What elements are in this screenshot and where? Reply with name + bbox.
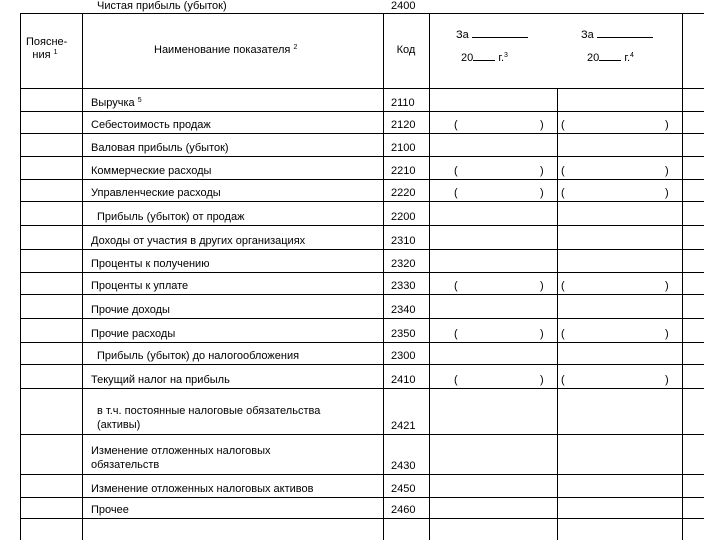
row-label-line1: в т.ч. постоянные налоговые обязательства [97,405,321,417]
header-period2-year-prefix: 20 [587,52,600,64]
row-code: 2310 [391,235,416,247]
period2-open-paren: ( [561,280,565,292]
table-horizontal-rule [20,225,704,226]
period2-close-paren: ) [665,165,669,177]
header-period2-footnote: 4 [630,52,634,59]
table-horizontal-rule [20,13,704,14]
table-horizontal-rule [20,88,704,89]
financial-results-table [20,0,704,540]
row-label-text: Выручка [91,97,135,109]
header-period1-top [456,28,528,42]
header-period1-prefix: За [456,29,469,41]
row-label [91,97,142,110]
row-label [91,142,229,155]
row-label-text: Прибыль (убыток) до налогообложения [97,350,300,362]
row-label-text: Себестоимость продаж [91,119,211,131]
row-label [91,483,313,496]
table-horizontal-rule [20,294,704,295]
row-label-text: Чистая прибыль (убыток) [97,0,227,12]
row-label [91,235,305,248]
table-vertical-rule [82,13,83,540]
row-code: 2210 [391,165,416,177]
period1-close-paren: ) [540,119,544,131]
header-notes [26,36,68,62]
row-label [91,304,170,317]
header-period1-footnote: 3 [504,52,508,59]
header-period1-year-blank [473,51,495,61]
row-code: 2320 [391,258,416,270]
table-horizontal-rule [20,111,704,112]
table-horizontal-rule [20,474,704,475]
row-label [97,211,244,224]
table-horizontal-rule [20,249,704,250]
period1-open-paren: ( [454,328,458,340]
header-period2-prefix: За [581,29,594,41]
row-label-text: Прочие доходы [91,304,170,316]
row-label-line2: обязательств [91,459,160,471]
row-code: 2410 [391,374,416,386]
header-code: Код [396,44,416,56]
row-label-text: Управленческие расходы [91,187,221,199]
table-vertical-rule [429,13,430,540]
table-vertical-rule [20,13,21,540]
period2-close-paren: ) [665,187,669,199]
header-indicator-name [154,44,297,57]
header-indicator-name-footnote: 2 [293,44,298,51]
row-label [97,404,320,432]
row-label [91,328,175,341]
header-period2-top [581,28,653,42]
table-horizontal-rule [20,497,704,498]
period1-close-paren: ) [540,187,544,199]
row-code: 2220 [391,187,416,199]
row-code: 2200 [391,211,416,223]
header-notes-line1: Поясне- [26,36,68,48]
period2-close-paren: ) [665,374,669,386]
row-code: 2300 [391,350,416,362]
period1-open-paren: ( [454,374,458,386]
row-code: 2100 [391,142,416,154]
header-notes-footnote: 1 [53,49,58,56]
row-label [91,258,209,271]
row-label [91,165,211,178]
period1-open-paren: ( [454,280,458,292]
table-horizontal-rule [20,133,704,134]
table-horizontal-rule [20,201,704,202]
row-label [97,350,299,363]
table-horizontal-rule [20,179,704,180]
period2-open-paren: ( [561,374,565,386]
row-label-footnote: 5 [137,97,142,104]
period2-close-paren: ) [665,280,669,292]
row-label-text: Изменение отложенных налоговых активов [91,483,314,495]
period1-close-paren: ) [540,374,544,386]
row-label-text: Проценты к уплате [91,280,189,292]
period1-open-paren: ( [454,119,458,131]
row-label-text: Прочее [91,504,129,516]
header-indicator-name-label: Наименование показателя [154,44,291,56]
row-label-text: Проценты к получению [91,258,210,270]
table-vertical-rule [383,13,384,540]
period2-open-paren: ( [561,187,565,199]
header-notes-line2: ния [32,49,51,61]
row-label [91,444,271,472]
row-label [91,374,230,387]
row-code: 2450 [391,483,416,495]
row-code: 2340 [391,304,416,316]
header-period2-year [587,51,634,65]
row-code: 2400 [391,0,416,12]
row-label-line1: Изменение отложенных налоговых [91,445,271,457]
table-horizontal-rule [20,342,704,343]
table-horizontal-rule [20,318,704,319]
row-code: 2421 [391,420,416,432]
row-label [91,187,221,200]
table-vertical-rule [682,13,683,540]
row-code: 2430 [391,460,416,472]
row-label-text: Текущий налог на прибыль [91,374,230,386]
row-label [91,119,211,132]
table-horizontal-rule [20,364,704,365]
row-label [91,504,129,517]
period1-open-paren: ( [454,165,458,177]
header-period1-blank [472,28,528,38]
table-horizontal-rule [20,388,704,389]
period1-close-paren: ) [540,328,544,340]
row-code: 2120 [391,119,416,131]
table-horizontal-rule [20,156,704,157]
table-horizontal-rule [20,272,704,273]
row-code: 2460 [391,504,416,516]
row-code: 2110 [391,97,415,109]
header-period2-suffix: г. [624,52,631,64]
row-label-text: Доходы от участия в других организациях [91,235,306,247]
period2-open-paren: ( [561,119,565,131]
row-label-line2: (активы) [97,419,141,431]
period1-close-paren: ) [540,280,544,292]
table-vertical-rule [557,88,558,540]
header-period2-year-blank [599,51,621,61]
table-horizontal-rule [20,518,704,519]
period2-open-paren: ( [561,165,565,177]
row-label-text: Коммерческие расходы [91,165,212,177]
row-label [91,280,188,293]
header-period2-blank [597,28,653,38]
row-code: 2350 [391,328,416,340]
period1-open-paren: ( [454,187,458,199]
period2-close-paren: ) [665,119,669,131]
period1-close-paren: ) [540,165,544,177]
row-code: 2330 [391,280,416,292]
row-label-text: Прочие расходы [91,328,176,340]
period2-open-paren: ( [561,328,565,340]
header-period1-year [461,51,508,65]
header-period1-suffix: г. [498,52,505,64]
header-period1-year-prefix: 20 [461,52,474,64]
row-label-text: Прибыль (убыток) от продаж [97,211,245,223]
period2-close-paren: ) [665,328,669,340]
row-label-text: Валовая прибыль (убыток) [91,142,229,154]
row-label [97,0,227,13]
table-horizontal-rule [20,434,704,435]
